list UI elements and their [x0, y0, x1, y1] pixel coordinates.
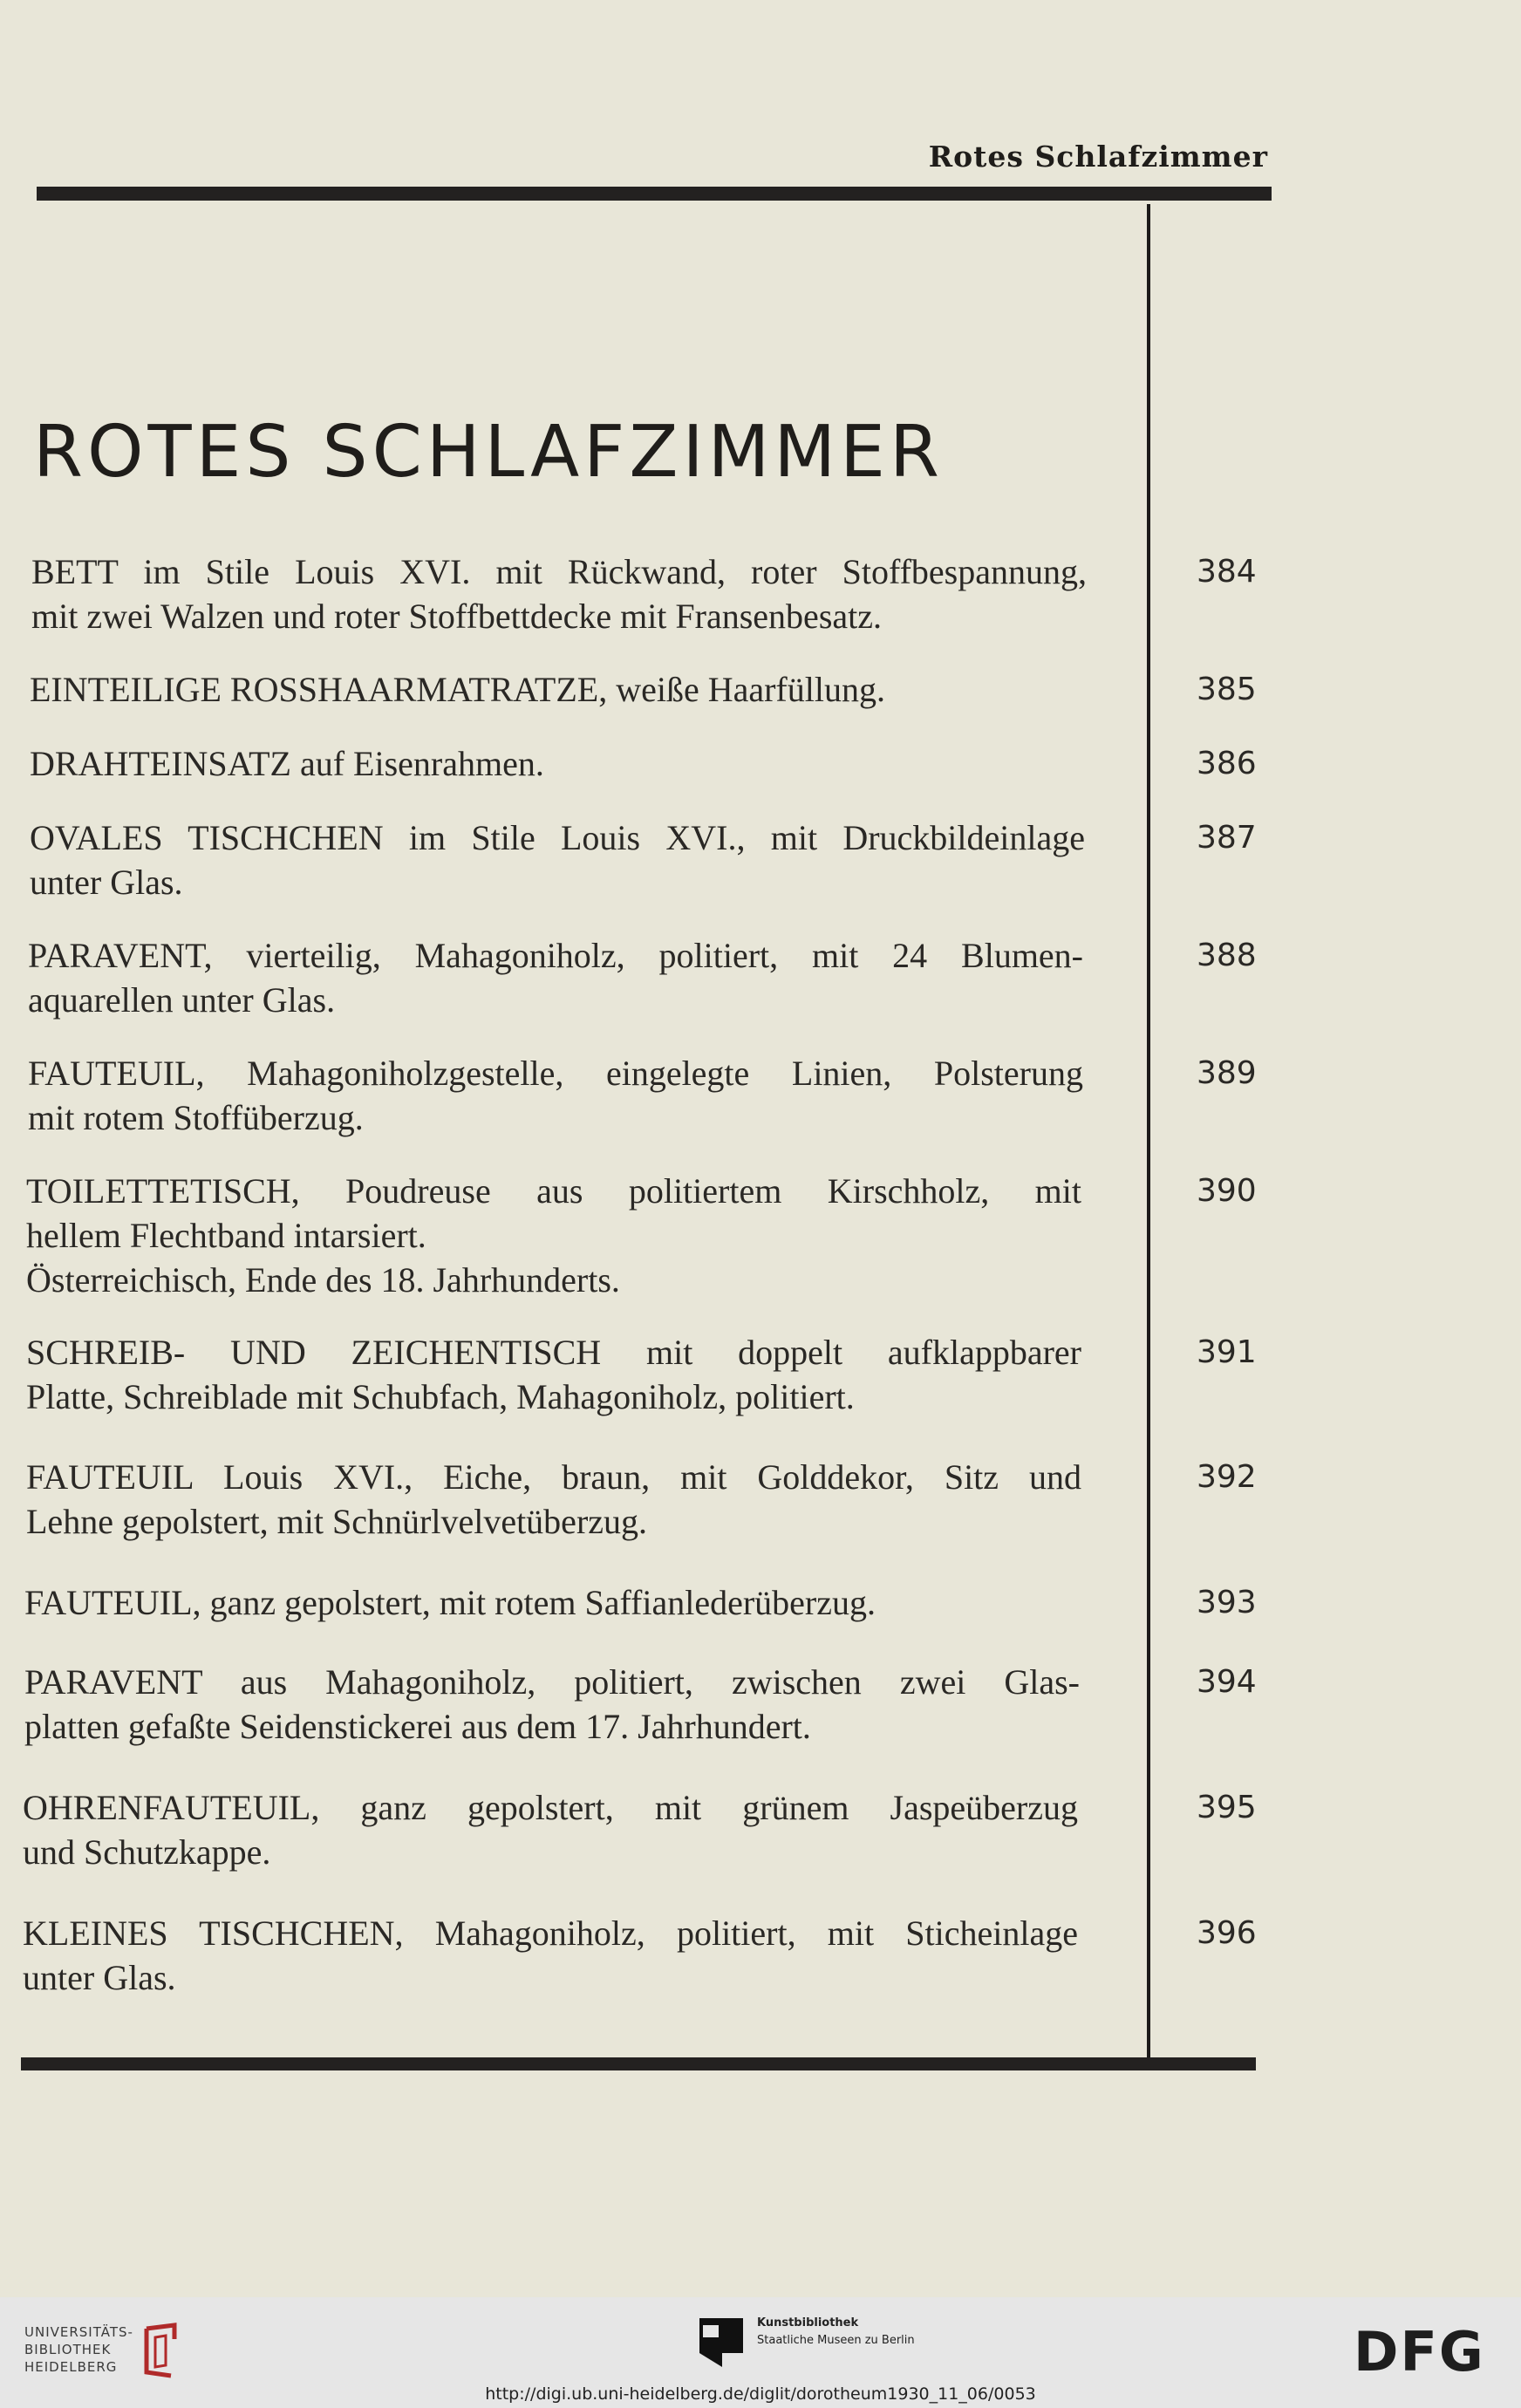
entry-line: OHRENFAUTEUIL, ganz gepolstert, mit grünem Jaspeüberzug: [23, 1788, 1078, 1827]
entry-description: [23, 1911, 1078, 2000]
entry-line: Platte, Schreiblade mit Schubfach, Mahagoniholz, politiert.: [26, 1377, 855, 1416]
entry-number: 396: [1197, 1915, 1257, 1951]
entry-line: mit zwei Walzen und roter Stoffbettdecke mit Fransenbesatz.: [31, 597, 882, 636]
bottom-rule: [21, 2057, 1256, 2070]
entry-number: 395: [1197, 1790, 1257, 1825]
entry-line: platten gefaßte Seidenstickerei aus dem 17. Jahrhundert.: [24, 1707, 811, 1746]
kb-subtitle: Staatliche Museen zu Berlin: [757, 2334, 915, 2347]
entry-number: 386: [1197, 746, 1257, 781]
entry-description: [26, 1455, 1081, 1544]
entry-line: aquarellen unter Glas.: [28, 980, 336, 1020]
entry-description: [31, 549, 1087, 638]
entry-line: BETT im Stile Louis XVI. mit Rückwand, roter Stoffbespannung,: [31, 552, 1087, 591]
entry-description: [30, 667, 1085, 712]
kb-name: Kunstbibliothek: [757, 2316, 859, 2330]
uni-line-2: BIBLIOTHEK: [24, 2342, 112, 2357]
entry-line: KLEINES TISCHCHEN, Mahagoniholz, politiert, mit Sticheinlage: [23, 1913, 1078, 1953]
entry-description: [28, 1051, 1083, 1140]
entry-line: FAUTEUIL, ganz gepolstert, mit rotem Saffianlederüberzug.: [24, 1583, 876, 1622]
entry-number: 389: [1197, 1055, 1257, 1091]
entry-description: [28, 933, 1083, 1022]
entry-description: [24, 1660, 1080, 1749]
top-rule: [37, 187, 1272, 201]
entry-line: hellem Flechtband intarsiert.: [26, 1216, 426, 1255]
entry-line: TOILETTETISCH, Poudreuse aus politiertem Kirschholz, mit: [26, 1171, 1081, 1211]
entry-line: Österreichisch, Ende des 18. Jahrhunderts.: [26, 1260, 620, 1300]
entry-description: [30, 741, 1085, 786]
running-head: Rotes Schlafzimmer: [928, 140, 1268, 174]
entry-number: 392: [1197, 1459, 1257, 1495]
kunstbibliothek-logo-icon: [698, 2316, 747, 2369]
entry-line: PARAVENT, vierteilig, Mahagoniholz, politiert, mit 24 Blumen-: [28, 936, 1083, 975]
entry-line: OVALES TISCHCHEN im Stile Louis XVI., mit Druckbildeinlage: [30, 818, 1085, 857]
entry-line: SCHREIB- UND ZEICHENTISCH mit doppelt aufklappbarer: [26, 1333, 1081, 1372]
entry-line: und Schutzkappe.: [23, 1832, 271, 1872]
entry-line: DRAHTEINSATZ auf Eisenrahmen.: [30, 744, 544, 783]
entry-number: 388: [1197, 938, 1257, 973]
entry-description: [30, 815, 1085, 904]
page-title: ROTES SCHLAFZIMMER: [33, 411, 944, 494]
kunstbibliothek-label: [757, 2315, 915, 2350]
entry-description: [23, 1785, 1078, 1874]
source-url[interactable]: http://digi.ub.uni-heidelberg.de/diglit/dorotheum1930_11_06/0053: [485, 2384, 1036, 2404]
entry-description: [24, 1580, 1080, 1625]
entry-line: EINTEILIGE ROSSHAARMATRATZE, weiße Haarfüllung.: [30, 670, 885, 709]
entry-description: [26, 1330, 1081, 1419]
entry-line: PARAVENT aus Mahagoniholz, politiert, zwischen zwei Glas-: [24, 1662, 1080, 1702]
entry-number: 384: [1197, 554, 1257, 590]
uni-line-1: UNIVERSITÄTS-: [24, 2324, 133, 2340]
uni-line-3: HEIDELBERG: [24, 2359, 118, 2375]
entry-number: 385: [1197, 672, 1257, 707]
entry-number: 390: [1197, 1173, 1257, 1209]
entry-number: 394: [1197, 1664, 1257, 1700]
entry-line: Lehne gepolstert, mit Schnürlvelvetüberzug.: [26, 1502, 648, 1541]
entry-line: mit rotem Stoffüberzug.: [28, 1098, 364, 1137]
entry-number: 391: [1197, 1334, 1257, 1370]
entry-number: 393: [1197, 1585, 1257, 1620]
entry-description: [26, 1169, 1081, 1302]
column-divider: [1147, 204, 1150, 2057]
entry-line: unter Glas.: [30, 863, 183, 902]
entry-line: FAUTEUIL Louis XVI., Eiche, braun, mit Golddekor, Sitz und: [26, 1457, 1081, 1497]
dfg-logo: DFG: [1354, 2320, 1485, 2384]
entry-line: FAUTEUIL, Mahagoniholzgestelle, eingelegte Linien, Polsterung: [28, 1054, 1083, 1093]
entry-number: 387: [1197, 820, 1257, 856]
entry-line: unter Glas.: [23, 1958, 176, 1997]
university-mark-icon: [140, 2322, 183, 2379]
